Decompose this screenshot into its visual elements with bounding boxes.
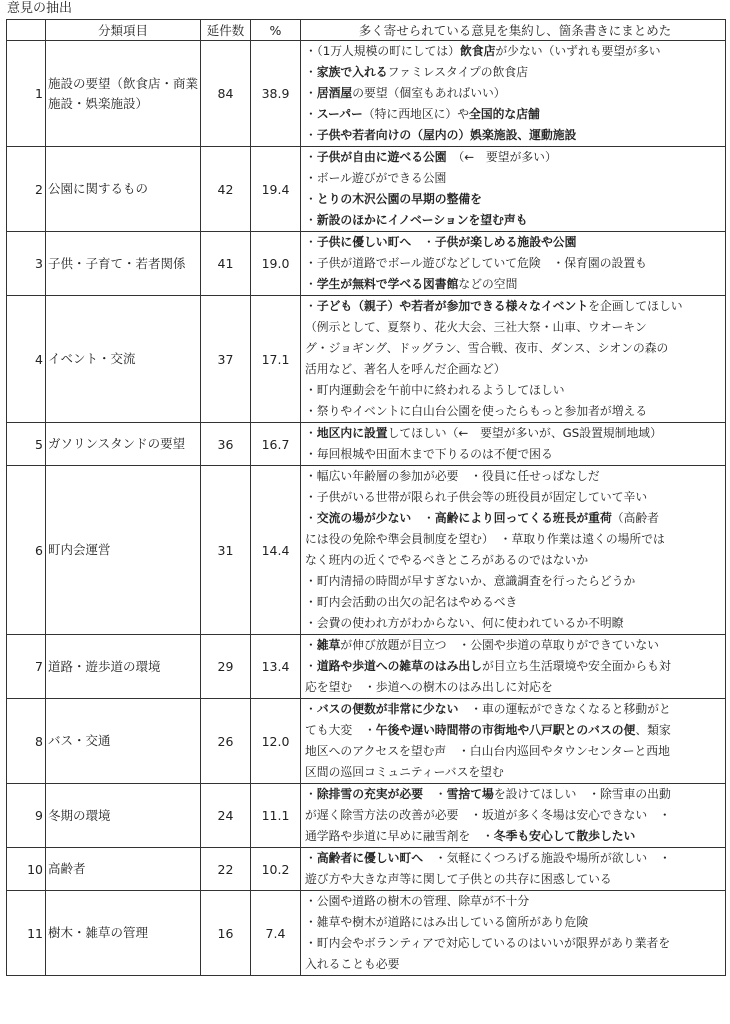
summary-text: が伸び放題が目立つ ・公園や歩道の草取りができていない xyxy=(340,638,659,652)
summary-emphasis: 除排雪の充実が必要 xyxy=(316,787,423,801)
row-count: 84 xyxy=(201,41,251,147)
summary-text: （高齢者 xyxy=(611,511,659,525)
summary-line xyxy=(305,147,723,168)
summary-text: ・ xyxy=(305,86,317,100)
summary-emphasis: 子供が楽しめる施設や公園 xyxy=(434,235,577,249)
summary-text: ・ xyxy=(411,511,435,525)
summary-text: ・ xyxy=(423,787,447,801)
summary-text: ・公園や道路の樹木の管理、除草が不十分 xyxy=(305,894,530,908)
summary-text: ・会費の使われ方がわからない、何に使われているか不明瞭 xyxy=(305,616,624,630)
summary-line xyxy=(305,423,723,444)
summary-emphasis: バスの便数が非常に少ない xyxy=(316,702,459,716)
row-summary xyxy=(301,147,726,232)
summary-emphasis: 道路や歩道への雑草のはみ出し xyxy=(316,659,482,673)
summary-line xyxy=(305,613,723,634)
row-count: 26 xyxy=(201,699,251,784)
header-percent: % xyxy=(251,20,301,41)
row-category: 高齢者 xyxy=(46,848,201,891)
header-no xyxy=(7,20,46,41)
row-category: 道路・遊歩道の環境 xyxy=(46,635,201,699)
row-category: ガソリンスタンドの要望 xyxy=(46,423,201,466)
row-category: バス・交通 xyxy=(46,699,201,784)
summary-text: 応を望む ・歩道への樹木のはみ出しに対応を xyxy=(305,680,553,694)
summary-text: なく班内の近くでやるべきところがあるのではないか xyxy=(305,553,589,567)
row-number: 6 xyxy=(7,466,46,635)
table-row xyxy=(7,466,726,635)
summary-text: ・町内運動会を午前中に終われるようしてほしい xyxy=(305,383,565,397)
summary-emphasis: とりの木沢公園の早期の整備を xyxy=(316,192,482,206)
summary-line xyxy=(305,487,723,508)
summary-emphasis: 午後や遅い時間帯の市街地や八戸駅とのバスの便 xyxy=(375,723,636,737)
summary-line xyxy=(305,635,723,656)
row-percent: 16.7 xyxy=(251,423,301,466)
summary-emphasis: 地区内に設置 xyxy=(316,426,388,440)
row-number: 10 xyxy=(7,848,46,891)
row-number: 5 xyxy=(7,423,46,466)
summary-text: 区間の巡回コミュニティーバスを望む xyxy=(305,765,504,779)
table-row xyxy=(7,41,726,147)
summary-line xyxy=(305,210,723,231)
summary-line xyxy=(305,869,723,890)
summary-text: ・町内清掃の時間が早すぎないか、意識調査を行ったらどうか xyxy=(305,574,636,588)
row-count: 37 xyxy=(201,296,251,423)
summary-text: ・ xyxy=(305,638,317,652)
summary-emphasis: 子供や若者向けの（屋内の）娯楽施設、運動施設 xyxy=(316,128,577,142)
summary-text: ・ xyxy=(305,299,317,313)
summary-line xyxy=(305,954,723,975)
summary-text: ・ xyxy=(305,213,317,227)
summary-line xyxy=(305,677,723,698)
summary-emphasis: 冬季も安心して散歩したい xyxy=(493,829,636,843)
summary-line xyxy=(305,826,723,847)
summary-line xyxy=(305,571,723,592)
row-category: 公園に関するもの xyxy=(46,147,201,232)
row-count: 41 xyxy=(201,232,251,296)
row-percent: 38.9 xyxy=(251,41,301,147)
summary-text: ・ xyxy=(305,235,317,249)
summary-text: ・気軽にくつろげる施設や場所が欲しい ・ xyxy=(423,851,671,865)
row-count: 29 xyxy=(201,635,251,699)
row-category: 町内会運営 xyxy=(46,466,201,635)
summary-text: 通学路や歩道に早めに融雪剤を ・ xyxy=(305,829,494,843)
summary-line xyxy=(305,699,723,720)
summary-text: が目立ち生活環境や安全面からも対 xyxy=(481,659,671,673)
summary-emphasis: 家族で入れる xyxy=(316,65,388,79)
summary-text: ・子供が道路でボール遊びなどしていて危険 ・保育園の設置も xyxy=(305,256,647,270)
summary-text: ・ボール遊びができる公園 xyxy=(305,171,447,185)
summary-line xyxy=(305,253,723,274)
summary-line xyxy=(305,232,723,253)
row-number: 7 xyxy=(7,635,46,699)
row-count: 42 xyxy=(201,147,251,232)
summary-text: が少ない（いずれも要望が多い xyxy=(495,44,661,58)
summary-text: ・ xyxy=(305,65,317,79)
summary-text: ・ xyxy=(305,107,317,121)
summary-text: を設けてほしい ・除雪車の出動 xyxy=(493,787,671,801)
summary-line xyxy=(305,125,723,146)
summary-text: ・毎回根城や田面木まで下りるのは不便で困る xyxy=(305,447,553,461)
row-percent: 19.0 xyxy=(251,232,301,296)
summary-line xyxy=(305,338,723,359)
summary-line xyxy=(305,62,723,83)
summary-text: 地区へのアクセスを望む声 ・白山台内巡回やタウンセンターと西地 xyxy=(305,744,670,758)
summary-text: グ・ジョギング、ドッグラン、雪合戦、夜市、ダンス、シオンの森の xyxy=(305,341,669,355)
row-number: 11 xyxy=(7,891,46,976)
summary-text: ・ xyxy=(305,702,317,716)
summary-emphasis: スーパー xyxy=(316,107,363,121)
summary-line xyxy=(305,848,723,869)
summary-text: 、類家 xyxy=(635,723,671,737)
document-caption: 意見の抽出 xyxy=(7,1,73,16)
summary-text: ・雑草や樹木が道路にはみ出している箇所があり危険 xyxy=(305,915,589,929)
summary-line xyxy=(305,805,723,826)
summary-text: ・ xyxy=(305,277,317,291)
summary-text: ても大変 ・ xyxy=(305,723,376,737)
summary-line xyxy=(305,274,723,295)
summary-line xyxy=(305,296,723,317)
summary-text: ・ xyxy=(305,128,317,142)
summary-text: ファミレスタイプの飲食店 xyxy=(387,65,528,79)
table-row xyxy=(7,891,726,976)
summary-line xyxy=(305,104,723,125)
summary-text: （← 要望が多い） xyxy=(446,150,557,164)
header-category: 分類項目 xyxy=(46,20,201,41)
row-count: 16 xyxy=(201,891,251,976)
summary-text: ・ xyxy=(305,787,317,801)
row-summary xyxy=(301,635,726,699)
summary-emphasis: 子供に優しい町へ xyxy=(316,235,412,249)
summary-emphasis: 新設のほかにイノベーションを望む声も xyxy=(316,213,528,227)
summary-text: 入れることも必要 xyxy=(305,957,400,971)
summary-text: ・ xyxy=(305,659,317,673)
summary-line xyxy=(305,168,723,189)
summary-line xyxy=(305,380,723,401)
summary-line xyxy=(305,83,723,104)
summary-text: してほしい（← 要望が多いが、GS設置規制地域） xyxy=(387,426,662,440)
summary-text: の要望（個室もあればいい） xyxy=(352,86,506,100)
row-summary xyxy=(301,296,726,423)
summary-text: ・（1万人規模の町にしては） xyxy=(305,44,460,58)
summary-text: 活用など、著名人を呼んだ企画など） xyxy=(305,362,506,376)
row-percent: 19.4 xyxy=(251,147,301,232)
table-row xyxy=(7,296,726,423)
summary-text: （特に西地区に）や xyxy=(362,107,470,121)
row-count: 24 xyxy=(201,784,251,848)
summary-text: （例示として、夏祭り、花火大会、三社大祭・山車、ウオーキン xyxy=(305,320,647,334)
summary-emphasis: 学生が無料で学べる図書館 xyxy=(316,277,459,291)
table-body xyxy=(7,41,726,976)
summary-line xyxy=(305,189,723,210)
summary-text: ・ xyxy=(411,235,435,249)
row-number: 3 xyxy=(7,232,46,296)
summary-line xyxy=(305,912,723,933)
summary-line xyxy=(305,317,723,338)
header-count: 延件数 xyxy=(201,20,251,41)
summary-text: が遅く除雪方法の改善が必要 ・坂道が多く冬場は安心できない ・ xyxy=(305,808,671,822)
row-percent: 13.4 xyxy=(251,635,301,699)
summary-line xyxy=(305,741,723,762)
table-row xyxy=(7,784,726,848)
summary-line xyxy=(305,508,723,529)
summary-line xyxy=(305,401,723,422)
row-percent: 7.4 xyxy=(251,891,301,976)
summary-text: ・車の運転ができなくなると移動がと xyxy=(458,702,671,716)
table-row xyxy=(7,423,726,466)
row-summary xyxy=(301,699,726,784)
summary-line xyxy=(305,592,723,613)
summary-text: ・ xyxy=(305,150,317,164)
summary-emphasis: 高齢により回ってくる班長が重荷 xyxy=(434,511,612,525)
summary-emphasis: 雑草 xyxy=(316,638,341,652)
summary-line xyxy=(305,762,723,783)
table-row xyxy=(7,699,726,784)
row-summary xyxy=(301,232,726,296)
row-category: 子供・子育て・若者関係 xyxy=(46,232,201,296)
row-percent: 10.2 xyxy=(251,848,301,891)
summary-text: には役の免除や準会員制度を望む） ・草取り作業は遠くの場所では xyxy=(305,532,665,546)
summary-emphasis: 居酒屋 xyxy=(316,86,353,100)
row-category: 樹木・雑草の管理 xyxy=(46,891,201,976)
summary-text: などの空間 xyxy=(458,277,518,291)
summary-emphasis: 交流の場が少ない xyxy=(316,511,412,525)
summary-line xyxy=(305,784,723,805)
table-row xyxy=(7,232,726,296)
summary-line xyxy=(305,41,723,62)
summary-text: ・ xyxy=(305,511,317,525)
row-number: 9 xyxy=(7,784,46,848)
summary-line xyxy=(305,466,723,487)
header-summary: 多く寄せられている意見を集約し、箇条書きにまとめた xyxy=(301,20,726,41)
summary-emphasis: 飲食店 xyxy=(459,44,496,58)
row-summary xyxy=(301,41,726,147)
row-summary xyxy=(301,891,726,976)
summary-text: ・ xyxy=(305,851,317,865)
summary-line xyxy=(305,444,723,465)
summary-emphasis: 全国的な店舗 xyxy=(469,107,540,121)
table-row xyxy=(7,635,726,699)
summary-text: ・町内会やボランティアで対応しているのはいいが限界があり業者を xyxy=(305,936,671,950)
summary-emphasis: 雪捨て場 xyxy=(446,787,494,801)
summary-text: 遊び方や大きな声等に関して子供との共存に困惑している xyxy=(305,872,612,886)
summary-text: ・幅広い年齢層の参加が必要 ・役員に任せっぱなしだ xyxy=(305,469,600,483)
summary-text: を企画してほしい xyxy=(588,299,683,313)
summary-line xyxy=(305,359,723,380)
row-count: 22 xyxy=(201,848,251,891)
summary-emphasis: 高齢者に優しい町へ xyxy=(316,851,423,865)
row-summary xyxy=(301,848,726,891)
summary-text: ・祭りやイベントに白山台公園を使ったらもっと参加者が増える xyxy=(305,404,648,418)
summary-text: ・ xyxy=(305,426,317,440)
summary-emphasis: 子ども（親子）や若者が参加できる様々なイベント xyxy=(316,299,589,313)
row-summary xyxy=(301,423,726,466)
summary-line xyxy=(305,550,723,571)
row-count: 36 xyxy=(201,423,251,466)
row-category: 施設の要望（飲食店・商業施設・娯楽施設） xyxy=(46,41,201,147)
summary-line xyxy=(305,720,723,741)
summary-text: ・町内会活動の出欠の記名はやめるべき xyxy=(305,595,518,609)
row-number: 2 xyxy=(7,147,46,232)
row-percent: 17.1 xyxy=(251,296,301,423)
row-category: 冬期の環境 xyxy=(46,784,201,848)
summary-line xyxy=(305,891,723,912)
table-header-row xyxy=(7,20,726,41)
row-number: 1 xyxy=(7,41,46,147)
row-summary xyxy=(301,784,726,848)
summary-text: ・ xyxy=(305,192,317,206)
row-percent: 12.0 xyxy=(251,699,301,784)
row-summary xyxy=(301,466,726,635)
summary-line xyxy=(305,656,723,677)
row-number: 8 xyxy=(7,699,46,784)
table-row xyxy=(7,147,726,232)
summary-emphasis: 子供が自由に遊べる公園 xyxy=(316,150,447,164)
row-number: 4 xyxy=(7,296,46,423)
summary-line xyxy=(305,529,723,550)
row-category: イベント・交流 xyxy=(46,296,201,423)
opinion-table xyxy=(6,19,726,976)
row-percent: 11.1 xyxy=(251,784,301,848)
row-percent: 14.4 xyxy=(251,466,301,635)
summary-text: ・子供がいる世帯が限られ子供会等の班役員が固定していて辛い xyxy=(305,490,648,504)
table-row xyxy=(7,848,726,891)
row-count: 31 xyxy=(201,466,251,635)
summary-line xyxy=(305,933,723,954)
